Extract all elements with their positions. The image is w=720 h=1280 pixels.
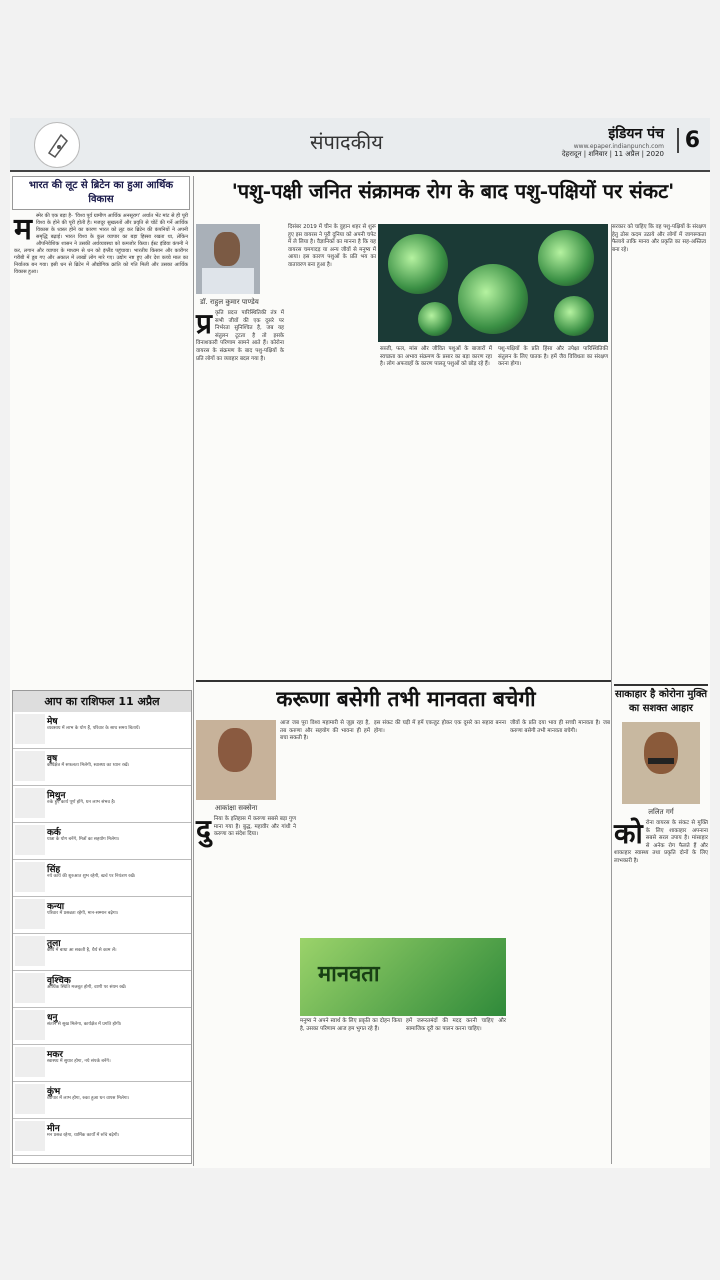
sign-text: कार्यक्षेत्र में सफलता मिलेगी, स्वास्थ्य का ध्यान रखें।	[47, 763, 130, 768]
scorpio-icon	[15, 973, 45, 1003]
capricorn-icon	[15, 1047, 45, 1077]
horoscope-row	[13, 1082, 191, 1119]
second-col-5	[406, 1018, 506, 1033]
brand-url: www.epaper.indianpunch.com	[573, 143, 664, 150]
sign-name: तुला	[47, 939, 61, 949]
sign-text: परिवार में प्रसन्नता रहेगी, मान-सम्मान बढ़ेगा।	[47, 911, 119, 916]
side-author: ललित गर्ग	[648, 808, 674, 816]
second-author: आकांक्षा सक्सेना	[214, 804, 258, 812]
sign-name: कर्क	[47, 828, 61, 838]
left-article-dropcap: म	[14, 212, 32, 247]
main-author: डॉ. राहुल कुमार पाण्डेय	[200, 298, 259, 306]
sagittarius-icon	[15, 1010, 45, 1040]
second-col-2-text: आज जब पूरा विश्व महामारी से जूझ रहा है, तब करुणा और सहयोग की भावना ही हमें बचा सकती है।	[280, 720, 370, 742]
second-col-1	[196, 813, 296, 846]
sign-text: यात्रा के योग बनेंगे, मित्रों का सहयोग मिलेगा।	[47, 837, 120, 842]
page-number: 6	[677, 128, 700, 153]
side-article-title: साकाहार है कोरोना मुक्ति का सशक्त आहार	[614, 684, 708, 716]
libra-icon	[15, 936, 45, 966]
issue-date: देहरादून | शनिवार | 11 अप्रैल | 2020	[561, 150, 664, 158]
horoscope-row	[13, 1045, 191, 1082]
second-col-6-text: जीवों के प्रति दया भाव ही सच्ची मानवता है। जब करुणा बसेगी तभी मानवता बचेगी।	[510, 720, 610, 734]
author-photo	[196, 224, 260, 294]
sign-text: संतान से सुख मिलेगा, कार्यक्षेत्र में प्रगति होगी।	[47, 1022, 122, 1027]
section-title: संपादकीय	[310, 130, 383, 154]
sign-text: स्वास्थ्य में सुधार होगा, नये संपर्क बनेंगे।	[47, 1059, 111, 1064]
main-col-2	[288, 224, 376, 270]
sign-name: मिथुन	[47, 791, 66, 801]
humanity-image	[300, 938, 506, 1016]
horoscope-box	[12, 690, 192, 1164]
sign-name: कन्या	[47, 902, 65, 912]
second-col-1-text: निया के इतिहास में करुणा सबसे बड़ा गुण माना गया है। बुद्ध, महावीर और गांधी ने करुणा का संदेश दिया।	[213, 816, 296, 838]
sign-text: व्यापार में लाभ होगा, रुका हुआ धन वापस मिलेगा।	[47, 1096, 130, 1101]
main-headline: 'पशु-पक्षी जनित संक्रामक रोग के बाद पशु-पक्षियों पर संकट'	[231, 179, 675, 203]
main-col-4	[498, 346, 608, 369]
sign-name: मकर	[47, 1050, 63, 1060]
sign-name: वृष	[47, 754, 58, 764]
sign-name: धनु	[47, 1013, 58, 1023]
main-col-5	[612, 224, 706, 254]
side-article-body-block	[614, 817, 708, 866]
cancer-icon	[15, 825, 45, 855]
horoscope-row	[13, 934, 191, 971]
main-col-3-text: सब्जी, फल, मांस और जीवित पशुओं के बाजारों में स्वच्छता का अभाव संक्रमण के प्रसार का बड़ा कारण रहा है। लोग अफवाहों के कारण पालतू पशुओं को छोड़ रहे हैं।	[380, 346, 492, 368]
main-col-5-text: सरकार को चाहिए कि वह पशु-पक्षियों के संरक्षण हेतु ठोस कदम उठाये और लोगों में जागरूकता फैलाये ताकि मानव और प्रकृति का सह-अस्तित्व बना रहे।	[612, 224, 706, 253]
horoscope-row	[13, 749, 191, 786]
brand-name: इंडियन पंच	[608, 126, 664, 142]
second-col-3	[374, 720, 506, 735]
horoscope-row	[13, 712, 191, 749]
horoscope-row	[13, 897, 191, 934]
second-col-6	[510, 720, 610, 735]
second-col-4	[300, 1018, 402, 1033]
sign-name: मेष	[47, 717, 58, 727]
taurus-icon	[15, 751, 45, 781]
second-col-5-text: हमें जरूरतमंदों की मदद करनी चाहिए और सामाजिक दूरी का पालन करना चाहिए।	[406, 1018, 506, 1032]
sign-text: आर्थिक स्थिति मजबूत होगी, वाणी पर संयम रखें।	[47, 985, 127, 990]
main-col-2-text: दिसंबर 2019 में चीन के वुहान शहर से शुरू हुए इस वायरस ने पूरी दुनिया को अपनी चपेट में ले लिया है। वैज्ञानिकों का मानना है कि यह वायरस चमगादड़ या अन्य जीवों से मनुष्य में आया। इस कारण पशुओं के प्रति भय का वातावरण बना हुआ है।	[288, 224, 376, 268]
sign-name: सिंह	[47, 865, 61, 875]
sign-name: वृश्चिक	[47, 976, 71, 986]
sign-name: कुंभ	[47, 1087, 61, 1097]
sign-text: नये कार्य की शुरुआत शुभ रहेगी, खर्च पर नियंत्रण रखें।	[47, 874, 136, 879]
side-article-body: रोना वायरस के संकट से मुक्ति के लिए शाकाहार अपनाना सबसे सरल उपाय है। मांसाहार से अनेक रोग फैलते हैं और शाकाहार स्वास्थ्य तथा प्रकृति दोनों के लिए लाभकारी है।	[614, 820, 708, 864]
left-article-body: स्मेर की एक बड़ा है- 'विश्व पूर्व ग्रामीण आर्थिक अनसूराग' अर्थात भेंट मांट से ही पूरी विश्व के होने की पूरी होती है। मजदूर सुखलतों और प्रवृति से चोटें की गर्ने आर्थिक विकास के ध्वस्त होने का कारण भारत को लूट कर ब्रिटेन की कंपनियों ने अपनी समृद्धि बढ़ाई। भारत विश्व के कुल व्यापार का बड़ा हिस्सा रखता था, लेकिन औपनिवेशिक शासन ने उसकी अर्थव्यवस्था को कमजोर किया। ईस्ट इंडिया कंपनी ने कर, लगान और व्यापार के माध्यम से धन को इंग्लैंड पहुंचाया। भारतीय किसान और कारीगर गरीबी में डूब गए और अकाल में लाखों लोग मारे गए। उद्योग नष्ट हुए और देश कच्चे माल का निर्यातक बन गया। इसी धन से ब्रिटेन में औद्योगिक क्रांति को गति मिली और उसका आर्थिक विकास हुआ।	[14, 213, 188, 275]
main-col-1	[196, 307, 284, 363]
second-col-2	[280, 720, 370, 743]
sign-text: कार्य में बाधा आ सकती है, धैर्य से काम लें।	[47, 948, 117, 953]
second-headline: करूणा बसेगी तभी मानवता बचेगी	[276, 686, 536, 711]
sign-text: व्यवसाय में लाभ के योग हैं, परिवार के साथ समय बितायें।	[47, 726, 141, 731]
column-divider	[193, 176, 194, 1166]
virus-image	[378, 224, 608, 342]
pen-nib-icon	[34, 122, 80, 168]
aquarius-icon	[15, 1084, 45, 1114]
left-article-title: भारत की लूट से ब्रिटेन का हुआ आर्थिक विकास	[12, 176, 190, 210]
horoscope-row	[13, 860, 191, 897]
brand-block	[562, 124, 664, 159]
horoscope-row	[13, 823, 191, 860]
sign-text: रुके हुए कार्य पूर्ण होंगे, धन लाभ संभव है।	[47, 800, 116, 805]
main-dropcap: प्र	[196, 307, 212, 340]
pisces-icon	[15, 1121, 45, 1151]
main-col-4-text: पशु-पक्षियों के प्रति हिंसा और उपेक्षा पारिस्थितिकी संतुलन के लिए घातक है। हमें जैव विविधता का संरक्षण करना होगा।	[498, 346, 608, 368]
gemini-icon	[15, 788, 45, 818]
sign-name: मीन	[47, 1124, 60, 1134]
horoscope-row	[13, 971, 191, 1008]
aries-icon	[15, 714, 45, 744]
column-divider	[611, 224, 612, 1164]
newspaper-page	[10, 118, 710, 1168]
horoscope-row	[13, 1119, 191, 1156]
main-col-1-text: कृति प्रदत्त पारिस्थितिकी तंत्र में सभी जीवों की एक दूसरे पर निर्भरता सुनिश्चित है, जब यह संतुलन टूटता है तो इसके विनाशकारी परिणाम सामने आते हैं। कोरोना वायरस के संक्रमण के बाद पशु-पक्षियों के प्रति लोगों का व्यवहार बदल गया है।	[196, 310, 284, 362]
second-col-4-text: मनुष्य ने अपने स्वार्थ के लिए प्रकृति का दोहन किया है, उसका परिणाम आज हम भुगत रहे हैं।	[300, 1018, 402, 1032]
page-header	[10, 118, 710, 172]
horoscope-title: आप का राशिफल 11 अप्रैल	[13, 691, 191, 712]
sign-text: मन प्रसन्न रहेगा, धार्मिक कार्यों में रुचि बढ़ेगी।	[47, 1133, 120, 1138]
side-author-photo	[622, 722, 700, 804]
main-col-3	[380, 346, 492, 369]
second-dropcap: दु	[196, 813, 211, 846]
left-article	[12, 176, 190, 279]
humanity-image-text: मानवता	[318, 961, 380, 987]
virgo-icon	[15, 899, 45, 929]
leo-icon	[15, 862, 45, 892]
horoscope-row	[13, 786, 191, 823]
article-separator	[196, 680, 612, 682]
second-author-photo	[196, 720, 276, 800]
second-col-3-text: इस संकट की घड़ी में हमें एकजुट होकर एक दूसरे का सहारा बनना होगा।	[374, 720, 506, 734]
horoscope-row	[13, 1008, 191, 1045]
side-dropcap: को	[614, 817, 643, 850]
